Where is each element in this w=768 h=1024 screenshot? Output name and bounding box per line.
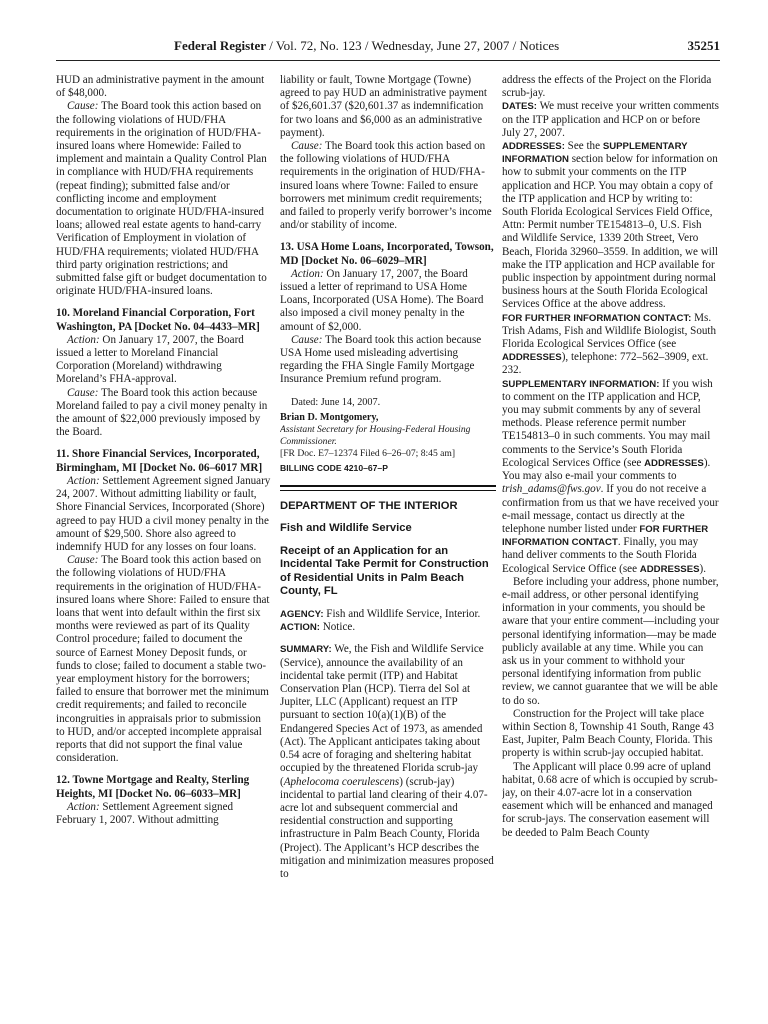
cause-text: The Board took this action because Moreland failed to pay a civil money penalty in the amount of $22,000 previously imposed by the Board. [56, 386, 268, 439]
contact-label: FOR FURTHER INFORMATION CONTACT: [502, 312, 692, 324]
cause-label: Cause: [67, 554, 99, 567]
action-label: Action: [67, 333, 100, 346]
paragraph: The Applicant will place 0.99 acre of upland habitat, 0.68 acre of which is occupied by scrub-jay, on their 4.07-acre lot in a conservation easement which will be enhanced and managed for scrub-jays. The conservation easement will be deeded to Palm Beach County [502, 760, 718, 839]
section-divider [280, 485, 496, 487]
action-label: Action: [67, 800, 100, 813]
cross-reference: ADDRESSES [639, 563, 700, 575]
summary-label: SUMMARY: [280, 644, 332, 656]
paragraph: Before including your address, phone number, e-mail address, or other personal identifying information in your comments, you should be aware that your entire comment—including your personal identifying information—may be made publicly available at any time. While you can ask us in your comment to withhold your personal identifying information from public review, we cannot guarantee that we will be able to do so. [502, 575, 720, 707]
paragraph [280, 268, 496, 334]
column-2 [280, 74, 496, 1010]
action-text: Settlement Agreement signed February 1, 2007. Without admitting [56, 800, 234, 826]
page-number: 35251 [687, 38, 720, 53]
issue-info: / Vol. 72, No. 123 / Wednesday, June 27, 2007 / Notices [266, 38, 560, 53]
publication-line [174, 38, 559, 54]
supplementary-label: SUPPLEMENTARY INFORMATION: [502, 378, 660, 390]
paragraph [56, 334, 272, 387]
section-heading: 11. Shore Financial Services, Incorporated, Birmingham, MI [Docket No. 06–6017 MR] [56, 448, 263, 474]
page-header [56, 38, 720, 58]
section-heading: 10. Moreland Financial Corporation, Fort Washington, PA [Docket No. 04–4433–MR] [56, 307, 260, 333]
action-text: Settlement Agreement signed January 24, 2007. Without admitting liability or fault, Shore Financial Services, Incorporated (Shore) agreed to pay HUD a civil money penalty in the amount of $29,500. Shore also agreed to indemnify HUD for any losses on four loans. [56, 474, 271, 553]
cross-reference: SUPPLEMENTARY INFORMATION [502, 141, 688, 166]
agency-label: AGENCY: [280, 609, 324, 621]
paragraph: liability or fault, Towne Mortgage (Towne) agreed to pay HUD an administrative payment of $26,601.37 ($20,601.37 as indemnification for two loans and $6,000 as an administrative payment). [280, 74, 488, 139]
paragraph [280, 140, 496, 232]
cause-text: The Board took this action because USA Home used misleading advertising regarding the FHA Single Family Mortgage Insurance Premium refund program. [280, 333, 482, 386]
cause-label: Cause: [67, 386, 99, 399]
addresses-paragraph [502, 140, 720, 312]
dates-label: DATES: [502, 101, 537, 113]
notice-title: Receipt of an Application for an Incidental Take Permit for Construction of Residential Units in Palm Beach County, FL [280, 544, 489, 598]
supplementary-text: If you wish to comment on the ITP application and HCP, you may submit comments by any of several methods. Please reference permit number TE154813–0 in such comments. You may mail comments to the Service’s South Florida Ecological Services Office (see [502, 377, 713, 469]
summary-paragraph [280, 643, 496, 881]
section-heading: 13. USA Home Loans, Incorporated, Towson, MD [Docket No. 06–6029–MR] [280, 241, 494, 267]
action-text: On January 17, 2007, the Board issued a letter of reprimand to USA Home Loans, Incorporated (USA Home). The Board also imposed a civil money penalty in the amount of $2,000. [280, 267, 484, 333]
cause-text: The Board took this action based on the following violations of HUD/FHA requirements in the origination of HUD/FHA-insured loans where Shore: Failed to ensure that loans that went into default within the first six months were reviewed as part of its Quality Control procedure; failed to document the source of Earnest Money Deposit funds, or funds to close; failed to document a stable two-year employment history for the borrowers; failed to ensure that borrower met the minimum credit requirements; and failed to reconcile incongruities in appraisals prior to submission to HUD, and/or accepted incomplete appraisal reports that did not support the final value consideration. [56, 554, 270, 765]
agency-line [280, 608, 496, 621]
cause-label: Cause: [291, 140, 323, 153]
header-rule [56, 60, 720, 61]
cause-text: The Board took this action based on the following violations of HUD/FHA requirements in the origination of HUD/FHA-insured loans where Homewide: Failed to implement and maintain a Quality Control Plan in compliance with HUD/FHA requirements (repeat finding); submitted false and/or conflicting income and employment documentation to originate HUD/FHA-insured loans; allowed real estate agents to hand-carry Verification of Employment in violation of HUD/FHA requirements; violated HUD/FHA third party origination restrictions; and submitted false gift or budget documentation to originate HUD/FHA-insured loans. [56, 100, 267, 298]
paragraph [56, 475, 272, 554]
fr-doc-line: [FR Doc. E7–12374 Filed 6–26–07; 8:45 am] [280, 448, 456, 460]
action-line [280, 621, 496, 634]
summary-text: We, the Fish and Wildlife Service (Service), announce the availability of an incidental take permit (ITP) and Habitat Conservation Plan (HCP). Tierra del Sol at Jupiter, LLC (Applicant) request an ITP pursuant to section 10(a)(1)(B) of the Endangered Species Act of 1973, as amended (Act). The Applicant anticipates taking about 0.54 acre of foraging and sheltering habitat occupied by the threatened Florida scrub-jay ( [280, 643, 484, 788]
cross-reference: ADDRESSES [644, 457, 704, 469]
contact-paragraph [502, 312, 720, 378]
email-address: trish_adams@fws.gov [502, 483, 601, 496]
dates-text: We must receive your written comments on the ITP application and HCP on or before July 27, 2007. [502, 100, 719, 139]
cause-label: Cause: [67, 100, 99, 113]
addresses-text: section below for information on how to submit your comments on the ITP application and HCP. You may obtain a copy of the ITP application and HCP by writing to: South Florida Ecological Services Field Office, Attn: Permit number TE154813–0, U.S. Fish and Wildlife Service, 1339 20th Street, Vero Beach, Florida 32960–3559. In addition, we will make the ITP application and HCP available for public inspection by appointment during normal business hours at the South Florida Ecological Services Office at the above address. [502, 153, 718, 311]
paragraph [56, 801, 272, 827]
supplementary-text: ). [699, 562, 706, 575]
billing-code: BILLING CODE 4210–67–P [280, 463, 388, 474]
dates-paragraph [502, 100, 720, 140]
action-label: ACTION: [280, 622, 320, 634]
journal-name: Federal Register [174, 38, 267, 53]
paragraph [56, 554, 272, 765]
summary-text: ) (scrub-jay) incidental to partial land clearing of their 4.07-acre lot and subsequent commercial and residential construction and supporting infrastructure in Palm Beach County, Florida (Project). The Applicant’s HCP describes the mitigation and minimization measures proposed to [280, 775, 494, 880]
cross-reference: ADDRESSES [502, 352, 562, 364]
cause-text: The Board took this action based on the following violations of HUD/FHA requirements in the origination of HUD/FHA-insured loans where Towne: Failed to ensure borrowers met minimum credit requirements; and failed to properly verify borrower’s income and/or stability of income. [280, 140, 492, 232]
addresses-text: See the [564, 140, 603, 153]
contact-text: ), telephone: 772–562–3909, ext. 232. [502, 351, 709, 377]
paragraph [280, 334, 496, 387]
column-1 [56, 74, 272, 1010]
action-label: Action: [67, 474, 100, 487]
supplementary-text: ). You may also e-mail your comments to [502, 456, 711, 483]
action-label: Action: [291, 267, 324, 280]
supplementary-text: . If you do not receive a confirmation from us that we have received your e-mail message, contact us directly at the telephone number listed under [502, 483, 719, 535]
species-name: Aphelocoma coerulescens [283, 775, 400, 788]
department-heading: DEPARTMENT OF THE INTERIOR [280, 500, 458, 513]
column-3 [502, 74, 720, 1010]
supplementary-paragraph [502, 378, 720, 576]
paragraph [56, 387, 272, 440]
addresses-label: ADDRESSES: [502, 141, 565, 153]
section-divider-thin [280, 490, 496, 491]
section-heading: 12. Towne Mortgage and Realty, Sterling Heights, MI [Docket No. 06–6033–MR] [56, 774, 250, 800]
signer-name: Brian D. Montgomery, [280, 411, 379, 423]
action-text: On January 17, 2007, the Board issued a letter to Moreland Financial Corporation (Moreland) withdrawing Moreland’s FHA-approval. [56, 333, 244, 386]
paragraph: address the effects of the Project on the Florida scrub-jay. [502, 74, 712, 100]
dated-line: Dated: June 14, 2007. [291, 396, 381, 408]
action-text: Notice. [319, 621, 356, 634]
paragraph [56, 100, 272, 298]
contact-text: Ms. Trish Adams, Fish and Wildlife Biologist, South Florida Ecological Services Office (see [502, 311, 717, 351]
supplementary-text: . Finally, you may hand deliver comments to the South Florida Ecological Service Office (see [502, 536, 699, 575]
signer-title: Assistant Secretary for Housing-Federal Housing Commissioner. [280, 424, 471, 448]
paragraph: HUD an administrative payment in the amount of $48,000. [56, 74, 265, 100]
agency-text: Fish and Wildlife Service, Interior. [323, 608, 481, 621]
cause-label: Cause: [291, 333, 323, 346]
agency-subheading: Fish and Wildlife Service [280, 522, 412, 535]
paragraph: Construction for the Project will take place within Section 8, Township 41 South, Range 43 East, Jupiter, Palm Beach County, Florida. This property is within scrub-jay occupied habitat. [502, 707, 714, 760]
cross-reference: FOR FURTHER INFORMATION CONTACT [502, 523, 709, 549]
